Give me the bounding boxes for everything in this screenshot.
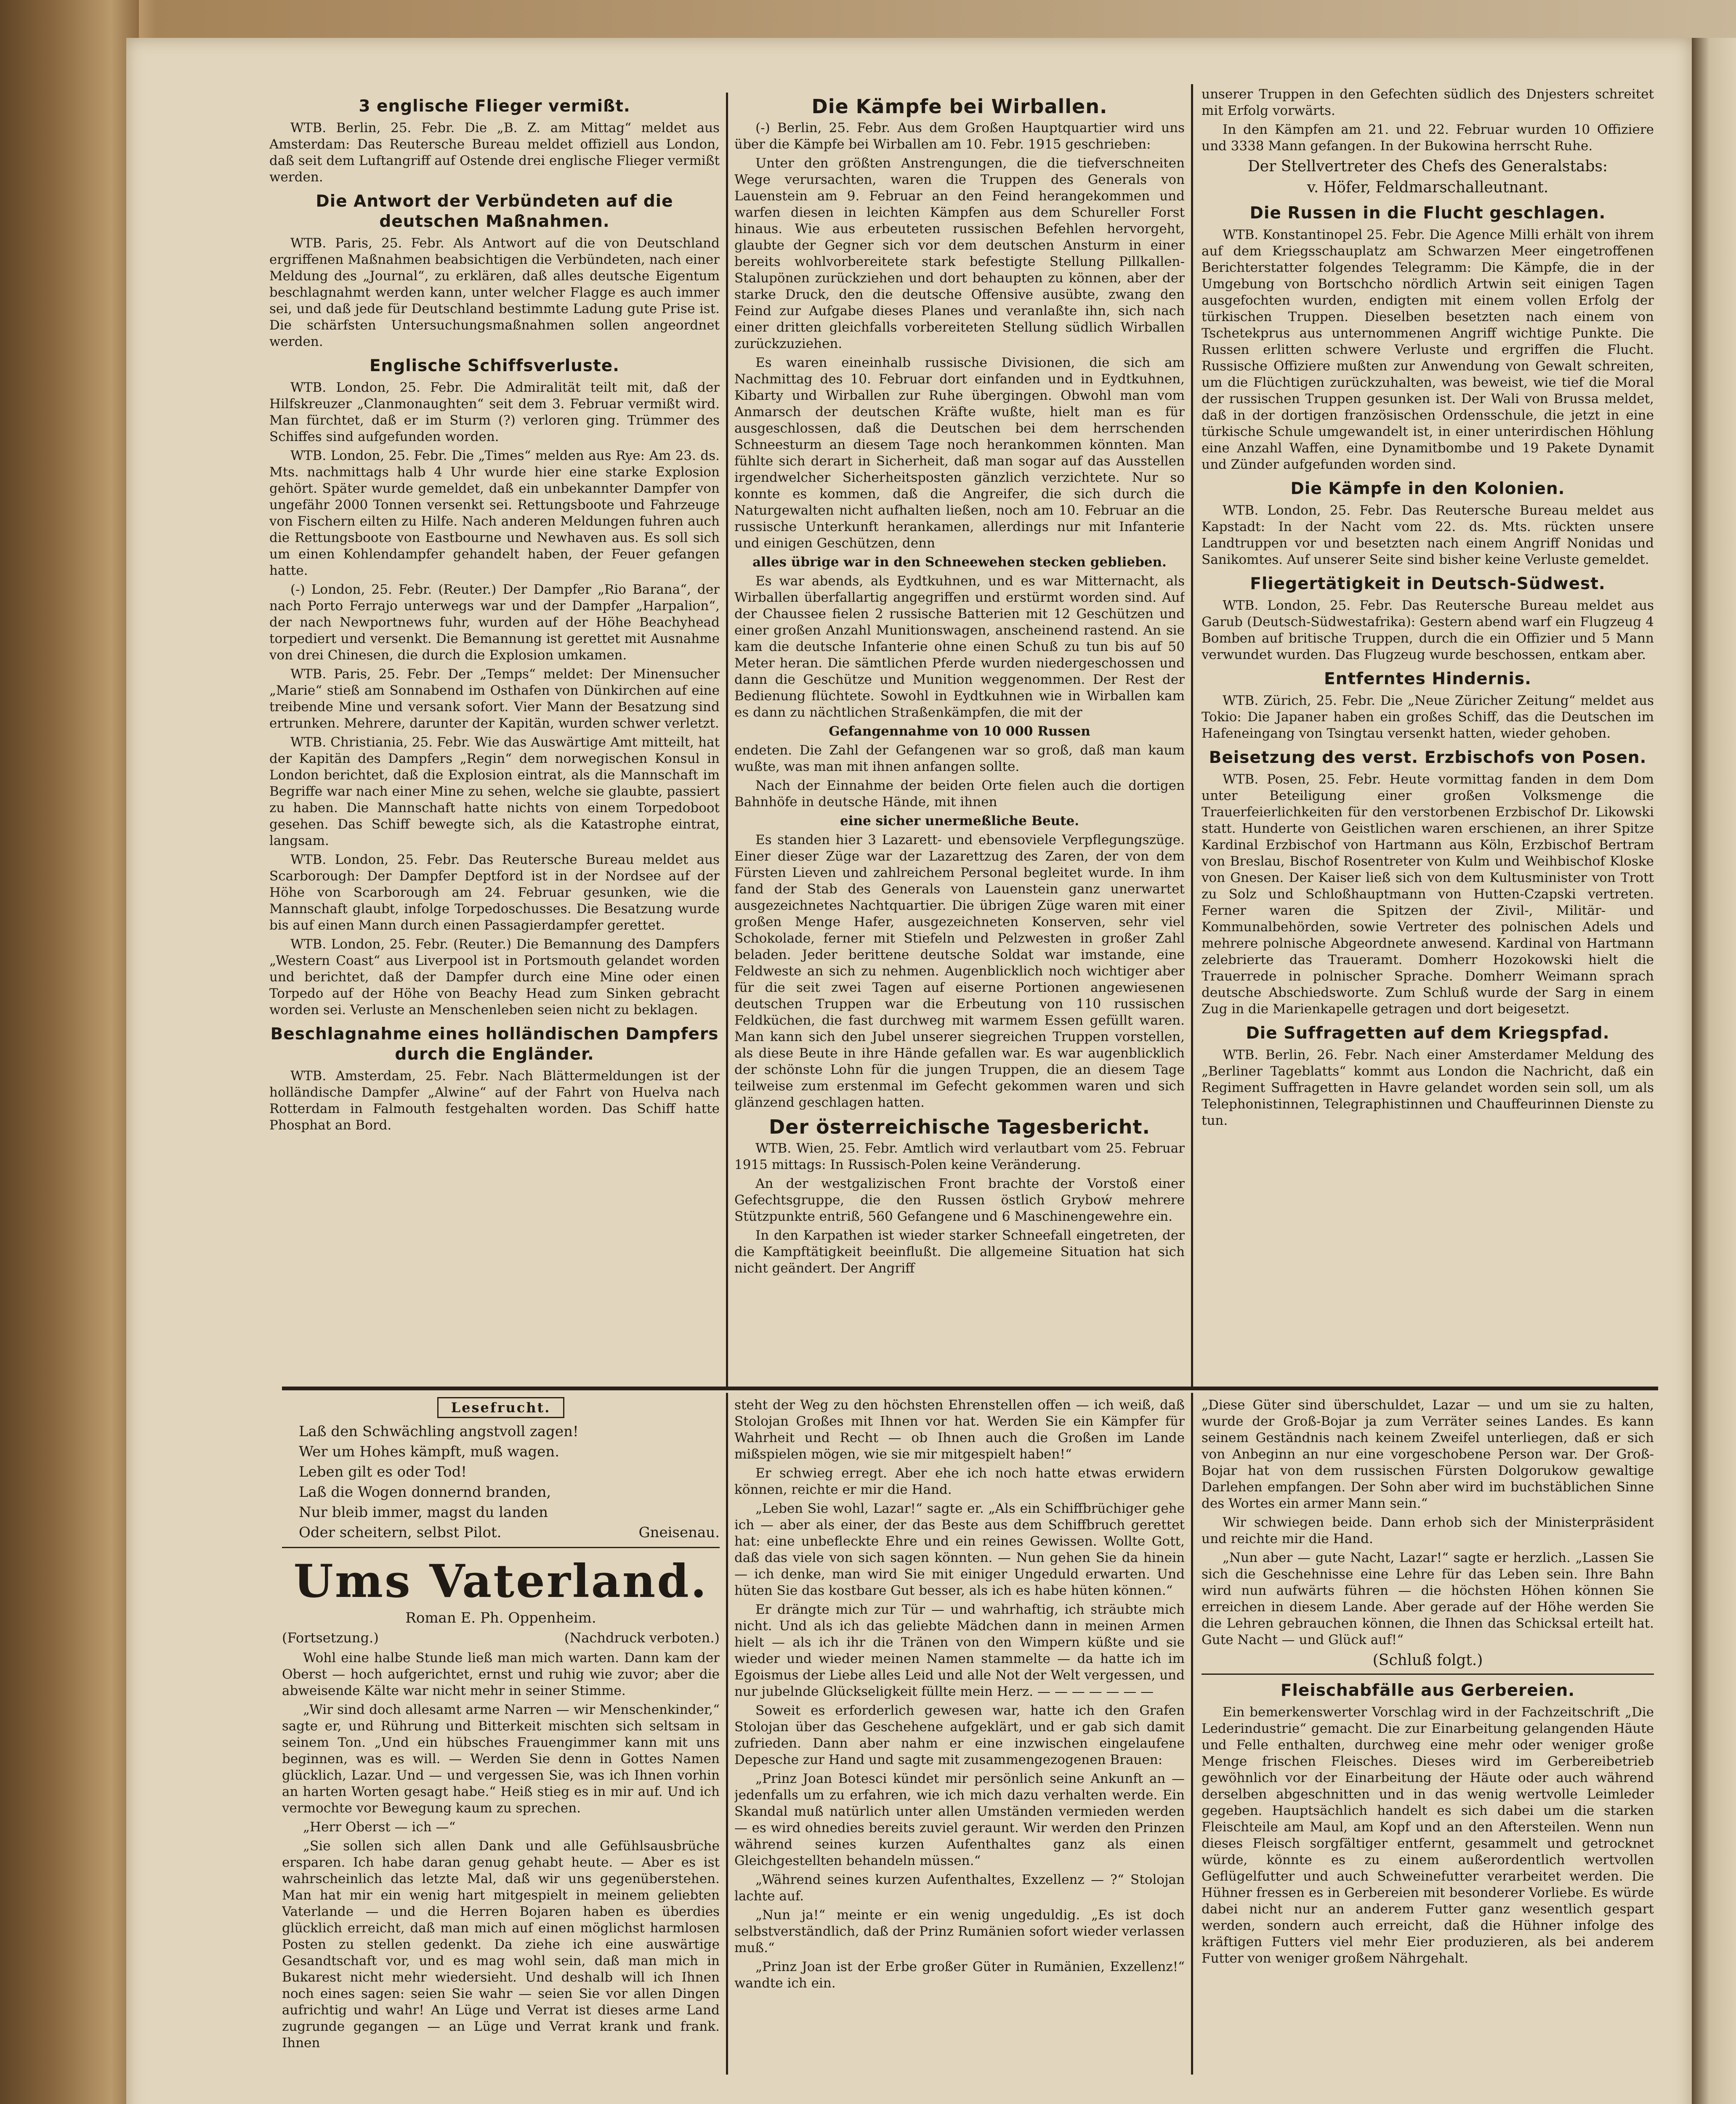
- subheading: Gefangennahme von 10 000 Russen: [829, 724, 1090, 739]
- article-text: unserer Truppen in den Gefechten südlich des Dnjesters schreitet mit Erfolg vorwärts.: [1202, 87, 1654, 118]
- poem-line: [299, 1522, 720, 1543]
- divider: [282, 1547, 720, 1548]
- column-divider: [726, 1393, 728, 2075]
- novel-text: „Prinz Joan ist der Erbe großer Güter in Rumänien, Exzellenz!“ wandte ich ein.: [734, 1959, 1185, 1991]
- novel-text: Soweit es erforderlich gewesen war, hatte ich den Grafen Stolojan über das Geschehene aufgeklärt, und er gab sich damit zufrieden. Dann aber nahm er eine inzwischen eingelaufene Depesche zur Hand und sagte mit zusammengezogenen Brauen:: [734, 1703, 1185, 1767]
- headline: Die Kämpfe bei Wirballen.: [811, 95, 1108, 118]
- article-text: An der westgalizischen Front brachte der Vorstoß einer Gefechtsgruppe, die den Russen östlich Gryboẃ mehrere Stützpunkte entriß, 560 Gefangene und 6 Maschinengewehre ein.: [734, 1176, 1185, 1224]
- reprint-note: (Nachdruck verboten.): [564, 1630, 720, 1646]
- article-text: WTB. London, 25. Febr. Das Reutersche Bureau meldet aus Kapstadt: In der Nacht vom 22. ds. Mts. rückten unsere Landtruppen vor und besetzten nach einem Angriff Nonidas und Sanikomtes. Auf unserer Seite sind bisher keine Verluste gemeldet.: [1202, 503, 1654, 567]
- novel-text: „Herr Oberst — ich —“: [303, 1820, 456, 1835]
- signature-line: v. Höfer, Feldmarschalleutnant.: [1307, 179, 1549, 196]
- poem-line: Leben gilt es oder Tod!: [299, 1464, 467, 1480]
- article-text: Es standen hier 3 Lazarett- und ebensoviele Verpflegungszüge. Einer dieser Züge war der Lazarettzug des Zaren, der von dem Fürsten Lieven und zahlreichem Personal begleitet wurde. In ihm fand der Stab des Generals von Lauenstein ganz unerwartet ausgezeichnetes Nachtquartier. Die übrigen Züge waren mit einer großen Menge Hafer, ausgezeichneten Konserven, sehr viel Schokolade, ferner mit Stiefeln und Pelzwesten in großer Zahl beladen. Jeder berittene deutsche Soldat war imstande, eine Feldweste an sich zu nehmen. Augenblicklich noch wichtiger aber für die seit zwei Tagen auf eiserne Portionen angewiesenen deutschen Truppen war die Erbeutung von 110 russischen Feldküchen, die fast durchweg mit warmem Essen gefüllt waren. Man kann sich den Jubel unserer siegreichen Truppen vorstellen, als diese Beute in ihre Hände gefallen war. Es war augenblicklich der schönste Lohn für die jungen Truppen, die an diesem Tage teilweise zum erstenmal im Gefecht gekommen waren und sich glänzend geschlagen hatten.: [734, 832, 1185, 1110]
- poem-line: Laß den Schwächling angstvoll zagen!: [299, 1423, 579, 1440]
- article-text: WTB. Paris, 25. Febr. Als Antwort auf die von Deutschland ergriffenen Maßnahmen beabsichtigen die Verbündeten, nach einer Meldung des „Journal“, zu erklären, daß alles deutsche Eigentum beschlagnahmt werden kann, unter welcher Flagge es auch immer sei, und daß jede für Deutschland bestimmte Ladung gute Prise ist. Die schärfsten Untersuchungsmaßnahmen sollen angeordnet werden.: [269, 236, 720, 349]
- article-text: WTB. London, 25. Febr. Die „Times“ melden aus Rye: Am 23. ds. Mts. nachmittags halb 4 Uhr wurde hier eine starke Explosion gehört. Später wurde gemeldet, daß ein unbekannter Dampfer von ungefähr 2000 Tonnen versenkt sei. Rettungsboote und Fahrzeuge von Fischern eilten zu Hilfe. Nach anderen Meldungen fuhren auch die Rettungsboote von Eastbourne und Newhaven aus. Es soll sich um einen Kohlendampfer gehandelt haben, der Feuer gefangen hatte.: [269, 448, 720, 578]
- motto-box: [437, 1397, 565, 1418]
- subheading: eine sicher unermeßliche Beute.: [840, 813, 1079, 829]
- divider: [1202, 1674, 1654, 1675]
- headline: Beisetzung des verst. Erzbischofs von Posen.: [1209, 748, 1647, 767]
- novel-text: Wohl eine halbe Stunde ließ man mich warten. Dann kam der Oberst — hoch aufgerichtet, ernst und ruhig wie zuvor; aber die abweisende Kälte war nicht mehr in seiner Stimme.: [282, 1650, 720, 1698]
- poem-line: Laß die Wogen donnernd branden,: [299, 1484, 551, 1501]
- article-text: WTB. London, 25. Febr. (Reuter.) Die Bemannung des Dampfers „Western Coast“ aus Liverpool ist in Portsmouth gelandet worden und berichtet, daß der Dampfer durch eine Mine oder einen Torpedo auf der Höhe von Beachy Head zum Sinken gebracht worden sei. Verluste an Menschenleben seien nicht zu beklagen.: [269, 937, 720, 1017]
- article-text: WTB. Konstantinopel 25. Febr. Die Agence Milli erhält von ihrem auf dem Kriegsschauplatz am Schwarzen Meer eingetroffenen Berichterstatter folgendes Telegramm: Die Kämpfe, die in der Umgebung von Bortschcho nördlich Artwin seit einigen Tagen ausgefochten wurden, endigten mit einem vollen Erfolg der türkischen Truppen. Dieselben besetzten nach einem von Tschetekprus aus unternommenen Angriff wichtige Punkte. Die Russen erlitten schwere Verluste und ergriffen die Flucht. Russische Offiziere mußten zur Anwendung von Gewalt schreiten, um die Flüchtigen zurückzuhalten, was beweist, wie tief die Moral der russischen Truppen gesunken ist. Der Wali von Brussa meldet, daß in der dortigen französischen Ordensschule, die jetzt in eine türkische Schule umgewandelt ist, in einer unterirdischen Höhlung eine Anzahl Waffen, eine Dynamitbombe und 19 Pakete Dynamit und Zünder aufgefunden worden sind.: [1202, 227, 1654, 472]
- article-text: In den Kämpfen am 21. und 22. Februar wurden 10 Offiziere und 3338 Mann gefangen. In der Bukowina herrscht Ruhe.: [1202, 122, 1654, 154]
- headline: 3 englische Flieger vermißt.: [359, 97, 630, 116]
- poem-line: Wer um Hohes kämpft, muß wagen.: [299, 1443, 560, 1460]
- article-text: WTB. Wien, 25. Febr. Amtlich wird verlautbart vom 25. Februar 1915 mittags: In Russisch-Polen keine Veränderung.: [734, 1141, 1185, 1172]
- motto-heading: Lesefrucht.: [451, 1400, 551, 1416]
- novel-text: „Nun ja!“ meinte er ein wenig ungeduldig. „Es ist doch selbstverständlich, daß der Prinz Rumänien sofort wieder verlassen muß.“: [734, 1907, 1185, 1955]
- article-text: WTB. Posen, 25. Febr. Heute vormittag fanden in dem Dom unter Beteiligung einer großen Volksmenge die Trauerfeierlichkeiten für den verstorbenen Erzbischof Dr. Likowski statt. Hunderte von Geistlichen waren erschienen, an ihrer Spitze Kardinal Erzbischof von Hartmann aus Köln, Erzbischof Bertram von Breslau, Bischof Rosentreter von Kulm und Weihbischof Kloske von Gnesen. Der Kaiser ließ sich von dem Kultusminister von Trott zu Solz und Schloßhauptmann von Hutten-Czapski vertreten. Ferner waren die Spitzen der Zivil-, Militär- und Kommunalbehörden, sowie Vertreter des polnischen Adels und mehrere polnische Abgeordnete anwesend. Kardinal von Hartmann zelebrierte das Traueramt. Domherr Hozokowski hielt die Trauerrede in polnischer Sprache. Domherr Weimann sprach deutsche Abschiedsworte. Zum Schluß wurde der Sarg in einem Zug in die Marienkapelle getragen und dort beigesetzt.: [1202, 772, 1654, 1017]
- novel-text: „Nun aber — gute Nacht, Lazar!“ sagte er herzlich. „Lassen Sie sich die Geschehnisse eine Lehre für das Leben sein. Ihre Bahn wird nun aufwärts führen — die höchsten Höhen können Sie erreichen in diesem Lande. Aber gerade auf der Höhe werden Sie die Lehren gebrauchen können, die Ihnen das Schicksal erteilt hat. Gute Nacht — und Glück auf!“: [1202, 1550, 1654, 1647]
- novel-title: Ums Vaterland.: [293, 1555, 708, 1608]
- headline: Der österreichische Tagesbericht.: [768, 1116, 1151, 1138]
- continuation-note: (Fortsetzung.): [282, 1630, 379, 1646]
- article-text: (-) Berlin, 25. Febr. Aus dem Großen Hauptquartier wird uns über die Kämpfe bei Wirballen am 10. Febr. 1915 geschrieben:: [734, 120, 1185, 152]
- feuilleton-column-2: [734, 1397, 1185, 2087]
- feuilleton-column-3: [1202, 1397, 1654, 2087]
- column-divider: [1191, 1393, 1193, 2075]
- headline: Beschlagnahme eines holländischen Dampfers durch die Engländer.: [270, 1025, 719, 1064]
- novel-text: „Sie sollen sich allen Dank und alle Gefühlsausbrüche ersparen. Ich habe daran genug gehabt heute. — Aber es ist wahrscheinlich das letzte Mal, daß wir uns gegenüberstehen. Man hat mir ein wenig hart mitgespielt in meinem geliebten Vaterlande — und die Herren Bojaren haben es überdies glücklich erreicht, daß man mich auf einen möglichst harmlosen Posten zu stellen gedenkt. Da ziehe ich eine auswärtige Gesandtschaft vor, und es mag wohl sein, daß man mich in Bukarest nicht mehr wiedersieht. Und deshalb will ich Ihnen noch eines sagen: seien Sie wahr — seien Sie vor allen Dingen aufrichtig und wahr! An Lüge und Verrat ist dieses arme Land zugrunde gegangen — an Lüge und Verrat krank und frank. Ihnen: [282, 1838, 720, 2051]
- poem-line-text: Oder scheitern, selbst Pilot.: [299, 1524, 502, 1541]
- article-text: endeten. Die Zahl der Gefangenen war so groß, daß man kaum wußte, was man mit ihnen anfangen sollte.: [734, 743, 1185, 774]
- signature-line: Der Stellvertreter des Chefs des Generalstabs:: [1247, 158, 1608, 175]
- facing-page-edge: [1692, 38, 1736, 2104]
- column-3: [1202, 86, 1654, 1376]
- article-text: WTB. Christiania, 25. Febr. Wie das Auswärtige Amt mitteilt, hat der Kapitän des Dampfers „Regin“ dem norwegischen Konsul in London berichtet, daß die Explosion eintrat, als die Mannschaft im Begriffe war nach einer Mine zu sehen, welche sie glaubte, passiert zu haben. Die Mannschaft hatte nichts von einem Torpedoboot gesehen. Das Schiff bewegte sich, als die Katastrophe eintrat, langsam.: [269, 735, 720, 848]
- article-text: WTB. London, 25. Febr. Das Reutersche Bureau meldet aus Garub (Deutsch-Südwestafrika): Gestern abend warf ein Flugzeug 4 Bomben auf britische Truppen, durch die ein Offizier und 5 Mann verwundet wurden. Das Flugzeug wurde beschossen, entkam aber.: [1202, 598, 1654, 662]
- article-text: Ein bemerkenswerter Vorschlag wird in der Fachzeitschrift „Die Lederindustrie“ gemacht. Die zur Einarbeitung gelangenden Häute und Felle enthalten, durchweg eine mehr oder weniger große Menge frischen Fleisches. Dieses wird im Gerbereibetrieb gewöhnlich vor der Einarbeitung der Häute oder auch während derselben abgeschnitten und in das wenig wertvolle Leimleder gegeben. Hauptsächlich handelt es sich dabei um die starken Fleischteile am Maul, am Kopf und an den Aftersteilen. Wenn nun dieses Fleisch sorgfältiger entfernt, gesammelt und getrocknet würde, könnte es zu einem außerordentlich wertvollen Geflügelfutter und auch Schweinefutter verarbeitet werden. Die Hühner fressen es in Gerbereien mit besonderer Vorliebe. Es würde dabei nicht nur an anderem Futter ganz wesentlich gespart werden, sondern auch erreicht, daß die Hühner infolge des kräftigen Futters viel mehr Eier produzieren, als bei anderem Futter von weniger großem Nährgehalt.: [1202, 1705, 1654, 1966]
- column-1: [269, 90, 720, 1376]
- poem-line: Nur bleib immer, magst du landen: [299, 1504, 548, 1521]
- headline: Fleischabfälle aus Gerbereien.: [1280, 1681, 1575, 1700]
- subheading: alles übrige war in den Schneewehen stecken geblieben.: [752, 555, 1167, 570]
- article-text: In den Karpathen ist wieder starker Schneefall eingetreten, der die Kampftätigkeit beeinflußt. Die allgemeine Situation hat sich nicht geändert. Der Angriff: [734, 1228, 1185, 1276]
- novel-text: Er drängte mich zur Tür — und wahrhaftig, ich sträubte mich nicht. Und als ich das geliebte Mädchen dann in meinen Armen hielt — als ich ihr die Tränen von den Wimpern küßte und sie wieder und wieder meinen Namen stammelte — da hatte ich im Egoismus der Liebe alles Leid und alle Not der Welt vergessen, und nur jubelnde Glückseligkeit füllte mein Herz. — — — — — — —: [734, 1602, 1185, 1699]
- article-text: WTB. Zürich, 25. Febr. Die „Neue Züricher Zeitung“ meldet aus Tokio: Die Japaner haben ein großes Schiff, das die Deutschen im Hafeneingang von Tsingtau versenkt hatten, wieder gehoben.: [1202, 693, 1654, 741]
- article-text: Nach der Einnahme der beiden Orte fielen auch die dortigen Bahnhöfe in deutsche Hände, mit ihnen: [734, 778, 1185, 810]
- article-text: WTB. Berlin, 26. Febr. Nach einer Amsterdamer Meldung des „Berliner Tageblatts“ kommt aus London die Nachricht, daß ein Regiment Suffragetten in Havre gelandet worden sein soll, um als Telephonistinnen, Telegraphistinnen und Chauffeurinnen Dienste zu tun.: [1202, 1047, 1654, 1128]
- article-text: Es waren eineinhalb russische Divisionen, die sich am Nachmittag des 10. Februar dort einfanden und in Eydtkuhnen, Kibarty und Wirballen zur Ruhe übergingen. Obwohl man vom Anmarsch der deutschen Kräfte wußte, hielt man es für ausgeschlossen, daß die Deutschen bei dem herrschenden Schneesturm an diesem Tage noch herankommen könnten. Man fühlte sich derart in Sicherheit, daß man sogar auf das Ausstellen irgendwelcher Sicherheitsposten gänzlich verzichtete. Nur so konnte es kommen, daß die Angreifer, die sich durch die Naturgewalten nicht aufhalten ließen, noch am 10. Februar an die russische Unterkunft herankamen, allerdings nur mit Infanterie und einigen Geschützen, denn: [734, 355, 1185, 551]
- article-text: WTB. Berlin, 25. Febr. Die „B. Z. am Mittag“ meldet aus Amsterdam: Das Reutersche Bureau meldet offiziell aus London, daß seit dem Luftangriff auf Ostende drei englische Flieger vermißt werden.: [269, 120, 720, 185]
- novel-text: „Wir sind doch allesamt arme Narren — wir Menschenkinder,“ sagte er, und Rührung und Bitterkeit mischten sich seltsam in seinem Ton. „Und ein hübsches Frauengimmer kann mit uns beginnen, was es will. — Werden Sie denn in Gottes Namen glücklich, Lazar. Und — und vergessen Sie, was ich Ihnen vorhin an harten Worten gesagt habe.“ Heiß stieg es in mir auf. Und ich vermochte vor Bewegung kaum zu sprechen.: [282, 1702, 720, 1816]
- article-text: WTB. London, 25. Febr. Die Admiralität teilt mit, daß der Hilfskreuzer „Clanmonaughten“ seit dem 3. Februar vermißt wird. Man fürchtet, daß er im Sturm (?) verloren ging. Trümmer des Schiffes sind aufgefunden worden.: [269, 380, 720, 444]
- headline: Entferntes Hindernis.: [1324, 669, 1531, 688]
- article-text: Unter den größten Anstrengungen, die die tiefverschneiten Wege verursachten, waren die Truppen des Generals von Lauenstein am 9. Februar an den Feind herangekommen und warfen diesen in leichten Kämpfen aus dem Schureller Forst hinaus. Wie aus erbeuteten russischen Befehlen hervorgeht, glaubte der Gegner sich vor dem deutschen Ansturm in einer bereits wohlvorbereitete stark befestigte Stellung Pillkallen-Stalupönen zurückziehen und dort behaupten zu können, aber der starke Druck, den die deutsche Offensive ausübte, zwang den Feind zur Aufgabe dieses Planes und veranlaßte ihn, sich nach einer dritten gleichfalls vorbereiteten Stellung südlich Wirballen zurückzuziehen.: [734, 156, 1185, 351]
- column-2: [734, 90, 1185, 1376]
- poem-author: Gneisenau.: [638, 1524, 720, 1541]
- novel-text: „Während seines kurzen Aufenthaltes, Exzellenz — ?“ Stolojan lachte auf.: [734, 1872, 1185, 1904]
- headline: Englische Schiffsverluste.: [369, 356, 620, 375]
- novel-text: „Diese Güter sind überschuldet, Lazar — und um sie zu halten, wurde der Groß-Bojar ja zum Verräter seines Landes. Es kann seinem Geständnis nach keinem Zweifel unterliegen, daß er sich von Anbeginn an nur eine vorgeschobene Person war. Der Groß-Bojar hat von dem russischen Fürsten Dolgorukow gewaltige Darlehen empfangen. Der Sohn aber wird im buchstäblichen Sinne des Wortes ein armer Mann sein.“: [1202, 1397, 1654, 1511]
- article-text: (-) London, 25. Febr. (Reuter.) Der Dampfer „Rio Barana“, der nach Porto Ferrajo unterwegs war und der Dampfer „Harpalion“, der nach Newportnews fuhr, wurden auf der Höhe Beachyhead torpediert und versenkt. Die Bemannung ist gerettet mit Ausnahme von drei Chinesen, die durch die Explosion umkamen.: [269, 582, 720, 663]
- feuilleton-rule: [282, 1387, 1658, 1390]
- novel-text: Er schwieg erregt. Aber ehe ich noch hatte etwas erwidern können, reichte er mir die Hand.: [734, 1466, 1185, 1497]
- article-text: Es war abends, als Eydtkuhnen, und es war Mitternacht, als Wirballen überfallartig angegriffen und erstürmt worden sind. Auf der Chaussee fielen 2 russische Batterien mit 12 Geschützen und einer großen Anzahl Munitionswagen, anscheinend rastend. An sie kam die deutsche Infanterie ohne einen Schuß zu tun bis auf 50 Meter heran. Die sämtlichen Pferde wurden niedergeschossen und dann die Geschütze und Munition weggenommen. Der Rest der Bedienung flüchtete. Sowohl in Eydtkuhnen wie in Wirballen kam es dann zu nächtlichen Straßenkämpfen, die mit der: [734, 574, 1185, 720]
- column-divider: [1191, 84, 1193, 1389]
- novel-text: „Leben Sie wohl, Lazar!“ sagte er. „Als ein Schiffbrüchiger gehe ich — aber als einer, der das Beste aus dem Schiffbruch gerettet hat: eine unbefleckte Ehre und ein reines Gewissen. Wollte Gott, daß das viele von sich sagen könnten. — Nun gehen Sie da hinein — ich denke, man wird Sie mit einiger Ungeduld erwarten. Und hüten Sie das kostbare Gut besser, als ich es habe hüten können.“: [734, 1501, 1185, 1598]
- novel-author: Roman E. Ph. Oppenheim.: [405, 1610, 596, 1626]
- novel-text: steht der Weg zu den höchsten Ehrenstellen offen — ich weiß, daß Stolojan Großes mit Ihnen vor hat. Werden Sie ein Kämpfer für Wahrheit und Recht — ob Ihnen auch die Großen im Lande mißspielen mögen, wie sie mir mitgespielt haben!“: [734, 1397, 1185, 1462]
- novel-notes: [282, 1629, 720, 1647]
- column-divider: [726, 93, 728, 1389]
- poem: [282, 1421, 720, 1543]
- headline: Die Suffragetten auf dem Kriegspfad.: [1246, 1024, 1610, 1043]
- novel-text: „Prinz Joan Botesci kündet mir persönlich seine Ankunft an — jedenfalls um zu erfahren, wie ich mich dazu verhalten werde. Ein Skandal muß natürlich unter allen Umständen vermieden werden — es wird ohnedies bereits zuviel geraunt. Wir werden den Prinzen während seines kurzen Aufenthaltes ganz als einen Gleichgestellten behandeln müssen.“: [734, 1771, 1185, 1868]
- article-text: WTB. Amsterdam, 25. Febr. Nach Blättermeldungen ist der holländische Dampfer „Alwine“ auf der Fahrt von Huelva nach Rotterdam in Falmouth festgehalten worden. Das Schiff hatte Phosphat an Bord.: [269, 1068, 720, 1133]
- to-be-continued: (Schluß folgt.): [1372, 1652, 1483, 1669]
- book-binding: [0, 0, 139, 2104]
- headline: Fliegertätigkeit in Deutsch-Südwest.: [1250, 574, 1606, 593]
- article-text: WTB. London, 25. Febr. Das Reutersche Bureau meldet aus Scarborough: Der Dampfer Deptford ist in der Nordsee auf der Höhe von Scarborough am 24. Februar gesunken, wie die Mannschaft glaubt, infolge Torpedoschusses. Die Besatzung wurde bis auf einen Mann durch einen Passagierdampfer gerettet.: [269, 852, 720, 933]
- feuilleton-column-1: [282, 1397, 720, 2104]
- headline: Die Antwort der Verbündeten auf die deutschen Maßnahmen.: [316, 192, 673, 231]
- headline: Die Kämpfe in den Kolonien.: [1290, 479, 1565, 498]
- article-text: WTB. Paris, 25. Febr. Der „Temps“ meldet: Der Minensucher „Marie“ stieß am Sonnabend im Osthafen von Dünkirchen auf eine treibende Mine und versank sofort. Vier Mann der Besatzung sind ertrunken. Mehrere, darunter der Kapitän, wurden schwer verletzt.: [269, 667, 720, 731]
- novel-text: Wir schwiegen beide. Dann erhob sich der Ministerpräsident und reichte mir die Hand.: [1202, 1515, 1654, 1546]
- headline: Die Russen in die Flucht geschlagen.: [1249, 204, 1606, 223]
